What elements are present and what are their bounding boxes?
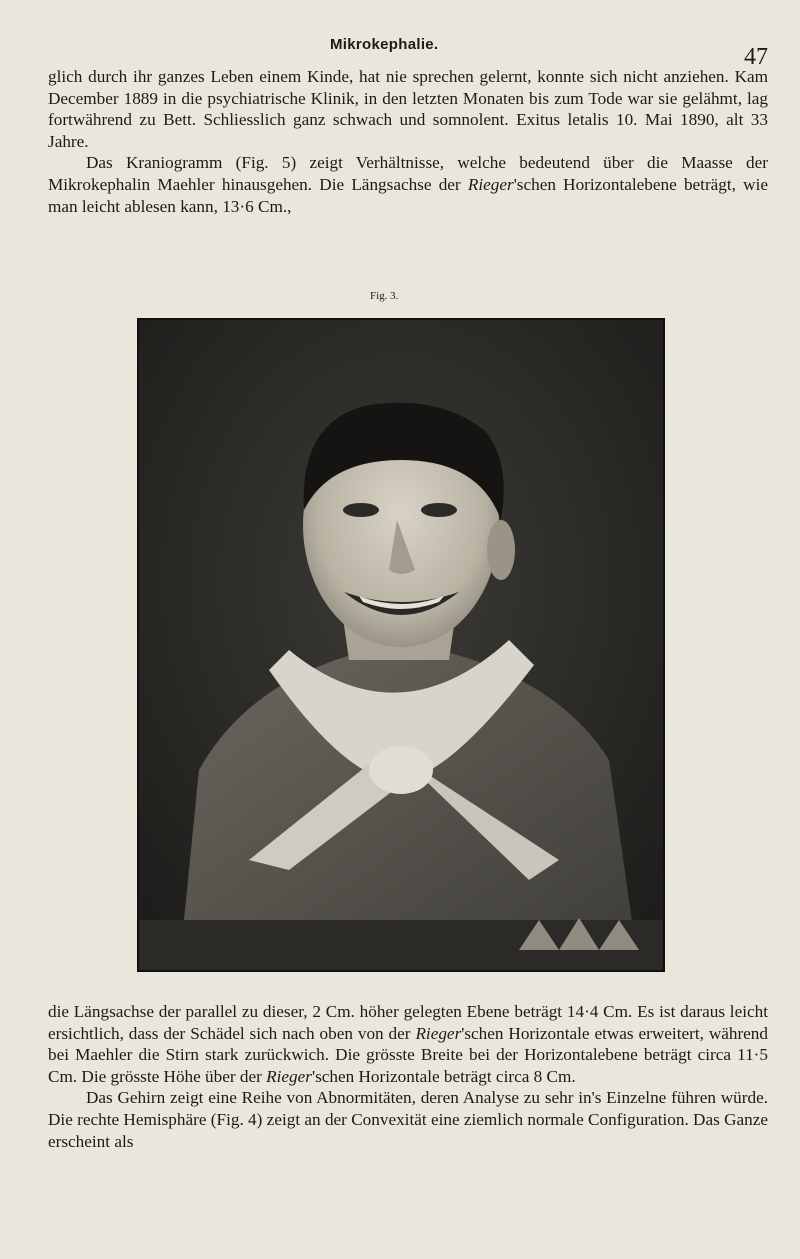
paragraph-measurements [48, 1001, 768, 1087]
author-name-italic: Rieger [415, 1023, 462, 1043]
paragraph-case-history: glich durch ihr ganzes Leben einem Kinde, hat nie sprechen gelernt, konnte sich nicht anziehen. Kam December 1889 in die psychiatrische Klinik, in den letzten Monaten bis zum Tode war sie gelähmt, lag fortwährend zu Bett. Schliesslich ganz schwach und somnolent. Exitus letalis 10. Mai 1890, alt 33 Jahre. [48, 67, 768, 151]
author-name-italic: Rieger [266, 1066, 312, 1086]
bottom-text-block [48, 1001, 768, 1152]
paragraph-craniogram [48, 152, 768, 217]
text-run: die Längsachse der parallel zu dieser, 2 Cm. höher gelegten Ebene beträgt 14·4 Cm. Es ist daraus leicht ersichtlich, dass der Schädel sich nach oben von der [48, 1002, 768, 1043]
figure-photograph [137, 318, 665, 972]
paragraph-brain: Das Gehirn zeigt eine Reihe von Abnormitäten, deren Analyse zu sehr in's Einzelne führen würde. Die rechte Hemisphäre (Fig. 4) zeigt an der Convexität eine ziemlich normale Configuration. Das Ganze erscheint als [48, 1088, 768, 1151]
page-number: 47 [744, 44, 768, 70]
author-name-italic: Rieger [467, 174, 514, 194]
text-run: 'schen Horizontalebene beträgt, wie man leicht ablesen kann, 13·6 Cm., [48, 174, 768, 216]
portrait-illustration [139, 320, 663, 970]
running-head [0, 14, 800, 70]
top-text-block [48, 66, 768, 217]
figure-label: Fig. 3. [370, 290, 399, 302]
text-run: 'schen Horizontale beträgt circa 8 Cm. [311, 1066, 576, 1086]
text-run: 'schen Horizontale etwas erweitert, während bei Maehler die Stirn stark zurückwich. Die grösste Breite bei der Horizontalebene beträgt circa 11·5 Cm. Die grösste Höhe über der [48, 1023, 768, 1086]
text-run: Das Kraniogramm (Fig. 5) zeigt Verhältnisse, welche bedeutend über die Maasse der Mikrokephalin Maehler hinausgehen. Die Längsachse der [48, 153, 768, 194]
running-title: Mikrokephalie. [330, 36, 439, 53]
